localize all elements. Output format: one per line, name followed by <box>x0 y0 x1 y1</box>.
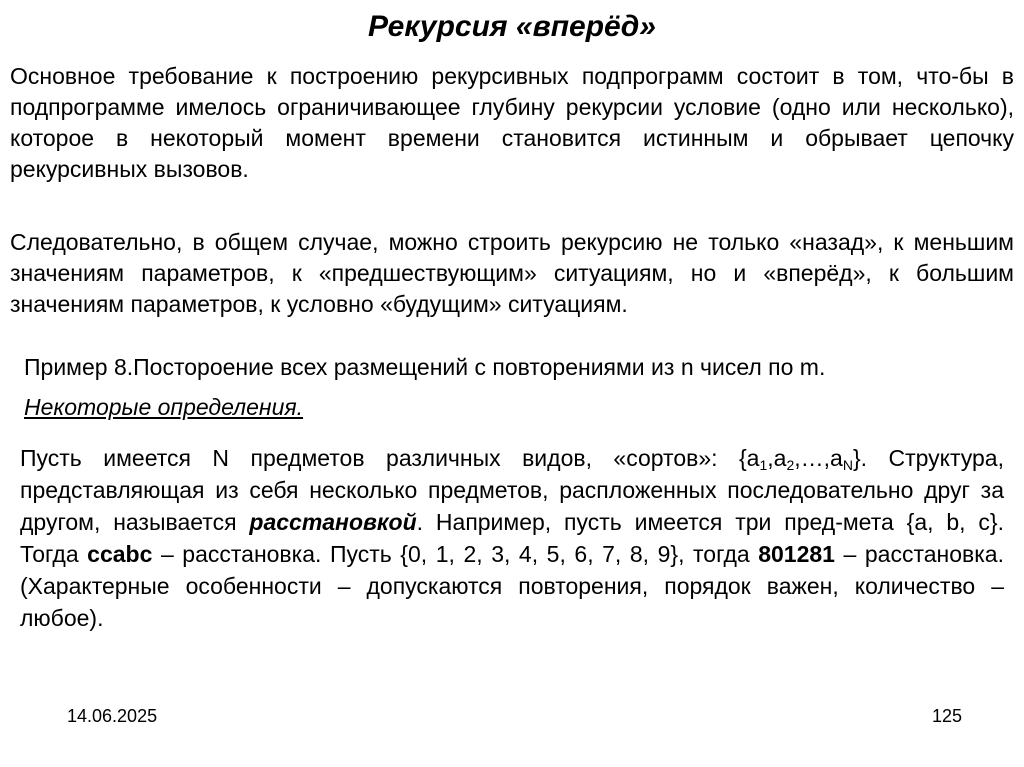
example-heading: Пример 8.Постороение всех размещений с повторениями из n чисел по m. <box>24 354 826 380</box>
term-arrangement: расстановкой <box>249 509 417 535</box>
slide-title: Рекурсия «вперёд» <box>368 10 656 43</box>
text-segment: ,…,a <box>794 445 843 471</box>
paragraph-forward-recursion: Следовательно, в общем случае, можно строить рекурсию не только «назад», к меньшим значениям параметров, к «предшествующим» ситуациям, но и «вперёд», к большим значениям параметров, к условно «будущим» ситуациям. <box>10 229 1014 317</box>
text-segment: . Например, пусть имеется три пред-мета {a, b, c}. Тогда <box>20 509 1004 567</box>
page-number: 125 <box>932 706 963 726</box>
text-segment: ,a <box>767 445 787 471</box>
definitions-heading: Некоторые определения. <box>24 394 304 420</box>
example-ccabc: ccabc <box>87 541 153 567</box>
paragraph-recursion-requirement: Основное требование к построению рекурсивных подпрограмм состоит в том, что-бы в подпрограмме имелось ограничивающее глубину рекурсии условие (одно или несколько), которое в некоторый момент времени становится истинным и обрывает цепочку рекурсивных вызовов. <box>10 63 1014 182</box>
text-segment: – расстановка. Пусть {0, 1, 2, 3, 4, 5, 6, 7, 8, 9}, тогда <box>152 541 759 567</box>
footer-date: 14.06.2025 <box>67 706 158 726</box>
subscript: N <box>842 457 853 473</box>
text-segment: Пусть имеется N предметов различных видов, «сортов»: {a <box>20 445 760 471</box>
subscript: 1 <box>759 457 768 473</box>
text-segment: }. Структура, представляющая из себя несколько предметов, распложенных последовательно друг за другом, называется <box>20 445 1004 535</box>
subscript: 2 <box>786 457 795 473</box>
text-segment: – расстановка. (Характерные особенности – допускаются повторения, порядок важен, количество – любое). <box>20 541 1004 631</box>
example-801281: 801281 <box>758 541 835 567</box>
paragraph-arrangement-definition <box>20 442 1004 634</box>
